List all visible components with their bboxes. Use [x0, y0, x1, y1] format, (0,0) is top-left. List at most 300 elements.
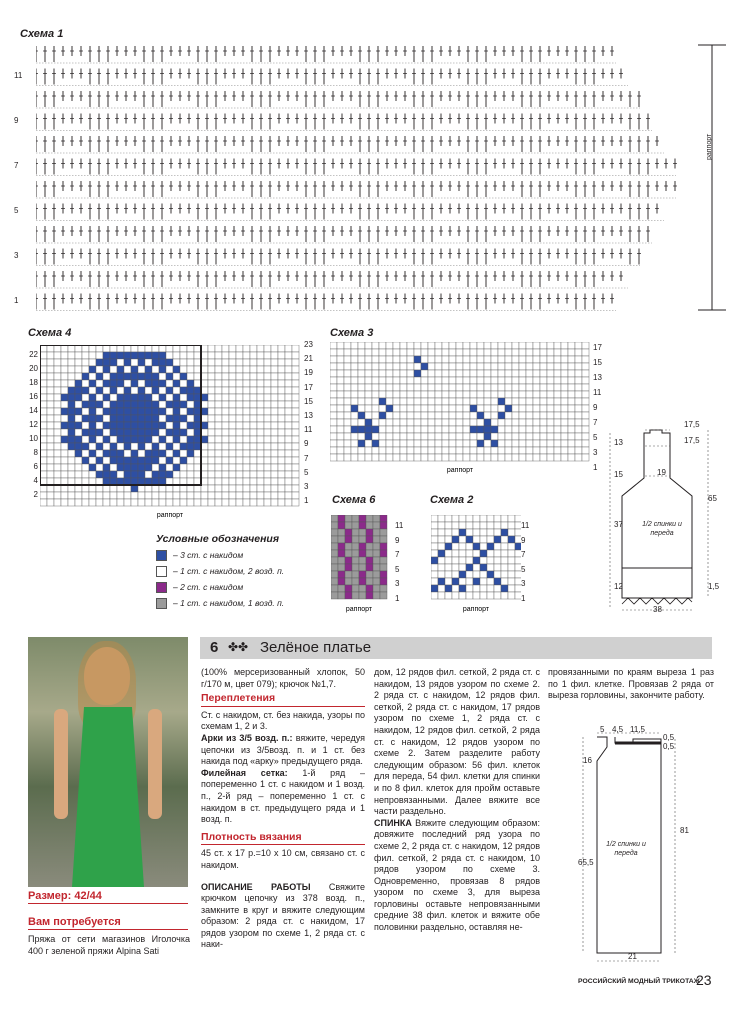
grid-cell [470, 384, 477, 391]
grid-cell [445, 536, 452, 543]
schema1-repeat-label: раппорт [706, 133, 713, 160]
grid-cell [400, 447, 407, 454]
grid-cell [505, 349, 512, 356]
grid-cell [533, 377, 540, 384]
grid-cell [68, 373, 75, 380]
grid-cell [407, 384, 414, 391]
grid-cell [110, 464, 117, 471]
grid-cell [278, 373, 285, 380]
grid-cell [540, 447, 547, 454]
grid-cell [365, 391, 372, 398]
grid-cell [173, 478, 180, 485]
row-number: 20 [29, 364, 38, 373]
grid-cell [89, 345, 96, 352]
grid-cell [386, 447, 393, 454]
grid-cell [338, 571, 345, 578]
grid-cell [452, 592, 459, 599]
grid-cell [330, 454, 337, 461]
grid-cell [505, 398, 512, 405]
grid-cell [491, 405, 498, 412]
grid-cell [372, 426, 379, 433]
grid-cell [215, 436, 222, 443]
legend-text: – 1 ст. с накидом, 2 возд. п. [173, 566, 285, 576]
grid-cell [473, 578, 480, 585]
grid-cell [445, 578, 452, 585]
grid-cell [540, 391, 547, 398]
grid-cell [194, 387, 201, 394]
grid-cell [337, 356, 344, 363]
row-number: 3 [521, 579, 526, 588]
grid-cell [466, 578, 473, 585]
grid-cell [338, 585, 345, 592]
grid-cell [338, 522, 345, 529]
grid-cell [173, 443, 180, 450]
grid-cell [358, 419, 365, 426]
grid-cell [264, 457, 271, 464]
grid-cell [68, 408, 75, 415]
grid-cell [484, 454, 491, 461]
grid-cell [159, 352, 166, 359]
grid-cell [103, 359, 110, 366]
grid-cell [533, 342, 540, 349]
grid-cell [366, 536, 373, 543]
grid-cell [345, 585, 352, 592]
schema3-title: Схема 3 [330, 327, 374, 339]
grid-cell [166, 380, 173, 387]
grid-cell [352, 550, 359, 557]
grid-cell [208, 352, 215, 359]
grid-cell [159, 415, 166, 422]
grid-cell [338, 592, 345, 599]
grid-cell [338, 557, 345, 564]
grid-cell [554, 419, 561, 426]
grid-cell [456, 454, 463, 461]
grid-cell [463, 363, 470, 370]
grid-cell [380, 571, 387, 578]
p1-bottom-right: 1,5 [708, 582, 720, 591]
grid-cell [337, 433, 344, 440]
grid-cell [159, 471, 166, 478]
grid-cell [264, 366, 271, 373]
grid-cell [292, 450, 299, 457]
grid-cell [379, 433, 386, 440]
grid-cell [498, 349, 505, 356]
grid-cell [393, 363, 400, 370]
grid-cell [491, 426, 498, 433]
grid-cell [68, 485, 75, 492]
grid-cell [491, 454, 498, 461]
grid-cell [124, 492, 131, 499]
grid-cell [352, 557, 359, 564]
grid-cell [278, 492, 285, 499]
grid-cell [40, 408, 47, 415]
schema4-right-rows [304, 340, 322, 515]
grid-cell [505, 454, 512, 461]
grid-cell [365, 419, 372, 426]
grid-cell [61, 352, 68, 359]
grid-cell [519, 412, 526, 419]
grid-cell [110, 478, 117, 485]
grid-cell [459, 550, 466, 557]
grid-cell [61, 443, 68, 450]
grid-cell [512, 405, 519, 412]
grid-cell [547, 384, 554, 391]
grid-cell [257, 464, 264, 471]
grid-cell [243, 366, 250, 373]
grid-cell [526, 370, 533, 377]
grid-cell [445, 571, 452, 578]
grid-cell [194, 380, 201, 387]
grid-cell [373, 571, 380, 578]
grid-cell [236, 366, 243, 373]
grid-cell [61, 485, 68, 492]
grid-cell [365, 377, 372, 384]
grid-cell [470, 377, 477, 384]
grid-cell [82, 387, 89, 394]
grid-cell [386, 356, 393, 363]
grid-cell [124, 478, 131, 485]
grid-cell [89, 450, 96, 457]
grid-cell [526, 447, 533, 454]
grid-cell [372, 384, 379, 391]
grid-cell [442, 405, 449, 412]
grid-cell [138, 492, 145, 499]
grid-cell [250, 443, 257, 450]
grid-cell [373, 536, 380, 543]
grid-cell [533, 363, 540, 370]
grid-cell [257, 457, 264, 464]
grid-cell [278, 443, 285, 450]
grid-cell [152, 415, 159, 422]
grid-cell [431, 522, 438, 529]
grid-cell [68, 415, 75, 422]
grid-cell [47, 429, 54, 436]
grid-cell [487, 543, 494, 550]
grid-cell [540, 377, 547, 384]
grid-cell [68, 422, 75, 429]
grid-cell [75, 478, 82, 485]
row-number: 7 [14, 161, 19, 170]
grid-cell [512, 356, 519, 363]
grid-cell [442, 433, 449, 440]
grid-cell [285, 415, 292, 422]
grid-cell [215, 366, 222, 373]
grid-cell [82, 366, 89, 373]
grid-cell [337, 384, 344, 391]
grid-cell [445, 522, 452, 529]
grid-cell [498, 391, 505, 398]
grid-cell [271, 359, 278, 366]
grid-cell [264, 373, 271, 380]
grid-cell [194, 471, 201, 478]
grid-cell [117, 478, 124, 485]
grid-cell [152, 450, 159, 457]
grid-cell [96, 422, 103, 429]
grid-cell [491, 433, 498, 440]
grid-cell [194, 401, 201, 408]
grid-cell [229, 387, 236, 394]
schema6-title: Схема 6 [332, 494, 376, 506]
grid-cell [292, 464, 299, 471]
grid-cell [271, 485, 278, 492]
grid-cell [201, 394, 208, 401]
grid-cell [400, 398, 407, 405]
grid-cell [250, 394, 257, 401]
grid-cell [366, 564, 373, 571]
grid-cell [480, 550, 487, 557]
grid-cell [124, 464, 131, 471]
grid-cell [103, 485, 110, 492]
grid-cell [582, 447, 589, 454]
grid-cell [491, 391, 498, 398]
grid-cell [40, 499, 47, 506]
grid-cell [498, 433, 505, 440]
grid-cell [292, 422, 299, 429]
grid-cell [173, 450, 180, 457]
grid-cell [54, 443, 61, 450]
grid-cell [166, 387, 173, 394]
grid-cell [264, 359, 271, 366]
row-number: 7 [521, 550, 526, 559]
grid-cell [459, 536, 466, 543]
grid-cell [47, 380, 54, 387]
grid-cell [407, 356, 414, 363]
grid-cell [463, 433, 470, 440]
grid-cell [345, 543, 352, 550]
grid-cell [68, 345, 75, 352]
grid-cell [75, 401, 82, 408]
grid-cell [575, 440, 582, 447]
grid-cell [519, 405, 526, 412]
grid-cell [236, 387, 243, 394]
grid-cell [344, 433, 351, 440]
grid-cell [480, 592, 487, 599]
p2-r2: 0,5 [663, 742, 675, 751]
grid-cell [508, 592, 515, 599]
grid-cell [463, 391, 470, 398]
grid-cell [173, 408, 180, 415]
grid-cell [431, 564, 438, 571]
grid-cell [271, 478, 278, 485]
grid-cell [480, 515, 487, 522]
grid-cell [152, 485, 159, 492]
grid-cell [358, 391, 365, 398]
grid-cell [131, 387, 138, 394]
grid-cell [459, 522, 466, 529]
grid-cell [257, 408, 264, 415]
grid-cell [554, 349, 561, 356]
grid-cell [166, 436, 173, 443]
grid-cell [292, 499, 299, 506]
grid-cell [257, 401, 264, 408]
grid-cell [358, 356, 365, 363]
grid-cell [463, 405, 470, 412]
grid-cell [372, 419, 379, 426]
grid-cell [487, 529, 494, 536]
grid-cell [278, 394, 285, 401]
grid-cell [250, 401, 257, 408]
grid-cell [547, 405, 554, 412]
p1-side2: 12 [614, 582, 623, 591]
grid-cell [540, 398, 547, 405]
grid-cell [138, 401, 145, 408]
grid-cell [365, 398, 372, 405]
grid-cell [568, 405, 575, 412]
grid-cell [264, 352, 271, 359]
grid-cell [366, 529, 373, 536]
p1-width: 38 [653, 605, 662, 614]
grid-cell [480, 578, 487, 585]
grid-cell [180, 380, 187, 387]
grid-cell [145, 492, 152, 499]
grid-cell [222, 436, 229, 443]
grid-cell [257, 345, 264, 352]
grid-cell [194, 499, 201, 506]
grid-cell [187, 415, 194, 422]
grid-cell [285, 408, 292, 415]
grid-cell [138, 359, 145, 366]
grid-cell [386, 377, 393, 384]
grid-cell [215, 373, 222, 380]
grid-cell [96, 401, 103, 408]
row-number: 4 [33, 476, 38, 485]
grid-cell [568, 363, 575, 370]
grid-cell [152, 352, 159, 359]
grid-cell [533, 412, 540, 419]
grid-cell [459, 557, 466, 564]
grid-cell [229, 457, 236, 464]
grid-cell [463, 447, 470, 454]
grid-cell [152, 401, 159, 408]
grid-cell [75, 408, 82, 415]
grid-cell [145, 415, 152, 422]
grid-cell [236, 436, 243, 443]
grid-cell [61, 366, 68, 373]
grid-cell [145, 436, 152, 443]
grid-cell [201, 380, 208, 387]
grid-cell [428, 433, 435, 440]
grid-cell [61, 492, 68, 499]
grid-cell [138, 408, 145, 415]
grid-cell [187, 366, 194, 373]
grid-cell [250, 464, 257, 471]
grid-cell [187, 499, 194, 506]
grid-cell [138, 415, 145, 422]
grid-cell [407, 447, 414, 454]
grid-cell [166, 457, 173, 464]
grid-cell [201, 373, 208, 380]
grid-cell [194, 457, 201, 464]
grid-cell [547, 412, 554, 419]
grid-cell [145, 443, 152, 450]
grid-cell [561, 391, 568, 398]
grid-cell [386, 433, 393, 440]
grid-cell [131, 401, 138, 408]
grid-cell [173, 492, 180, 499]
grid-cell [505, 363, 512, 370]
grid-cell [393, 426, 400, 433]
grid-cell [456, 419, 463, 426]
grid-cell [421, 370, 428, 377]
p1-left1: 13 [614, 438, 623, 447]
grid-cell [477, 398, 484, 405]
grid-cell [96, 499, 103, 506]
grid-cell [456, 377, 463, 384]
grid-cell [435, 447, 442, 454]
grid-cell [278, 471, 285, 478]
grid-cell [431, 515, 438, 522]
grid-cell [484, 391, 491, 398]
grid-cell [498, 447, 505, 454]
grid-cell [215, 485, 222, 492]
grid-cell [344, 342, 351, 349]
grid-cell [463, 342, 470, 349]
grid-cell [487, 557, 494, 564]
model-number: 6 [210, 639, 219, 656]
grid-cell [47, 436, 54, 443]
grid-cell [187, 380, 194, 387]
text-column-1: (100% мерсеризованный хлопок, 50 г/170 м, цвет 079); крючок №1,7. Переплетения Ст. с накидом, ст. без накида, узоры по схемам 1, 2 и 3. Арки из 3/5 возд. п.: вяжите, чередуя цепочки из 3/5возд. п. и 1 ст. без накида под «арку» предыдущего ряда. Филейная сетка: 1-й ряд – попеременно 1 ст. с накидом и 1 возд. п., 2-й ряд – попеременно 1 ст. с накидом в ст. предыдущего ряда и 1 возд. п. Плотность вязания 45 ст. х 17 р.=10 х 10 см, связано ст. с накидом. ОПИСАНИЕ РАБОТЫ Свяжите крючком цепочку из 378 возд. п., замкните в круг и вяжите следующим образом: 2 ряда ст. с накидом, 17 рядов узором по схеме 1, 2 ряда ст. с наки- [201, 667, 365, 950]
grid-cell [201, 345, 208, 352]
grid-cell [47, 373, 54, 380]
grid-cell [414, 356, 421, 363]
grid-cell [194, 443, 201, 450]
grid-cell [414, 419, 421, 426]
grid-cell [466, 536, 473, 543]
grid-cell [431, 536, 438, 543]
grid-cell [414, 426, 421, 433]
grid-cell [345, 557, 352, 564]
grid-cell [352, 515, 359, 522]
grid-cell [187, 450, 194, 457]
grid-cell [519, 440, 526, 447]
grid-cell [407, 440, 414, 447]
grid-cell [173, 394, 180, 401]
grid-cell [110, 373, 117, 380]
grid-cell [152, 373, 159, 380]
grid-cell [236, 485, 243, 492]
grid-cell [421, 349, 428, 356]
grid-cell [554, 426, 561, 433]
grid-cell [54, 450, 61, 457]
grid-cell [236, 457, 243, 464]
grid-cell [466, 515, 473, 522]
legend [156, 533, 326, 611]
grid-cell [187, 443, 194, 450]
grid-cell [61, 373, 68, 380]
grid-cell [117, 380, 124, 387]
grid-cell [131, 450, 138, 457]
repeat-label: раппорт [462, 606, 490, 613]
grid-cell [264, 429, 271, 436]
grid-cell [243, 380, 250, 387]
grid-cell [222, 373, 229, 380]
grid-cell [159, 408, 166, 415]
grid-cell [428, 419, 435, 426]
grid-cell [47, 345, 54, 352]
grid-cell [257, 450, 264, 457]
grid-cell [540, 349, 547, 356]
grid-cell [463, 426, 470, 433]
grid-cell [68, 478, 75, 485]
grid-cell [47, 464, 54, 471]
grid-cell [117, 485, 124, 492]
grid-cell [208, 485, 215, 492]
row-number: 7 [395, 550, 400, 559]
grid-cell [414, 391, 421, 398]
grid-cell [96, 394, 103, 401]
grid-cell [68, 387, 75, 394]
